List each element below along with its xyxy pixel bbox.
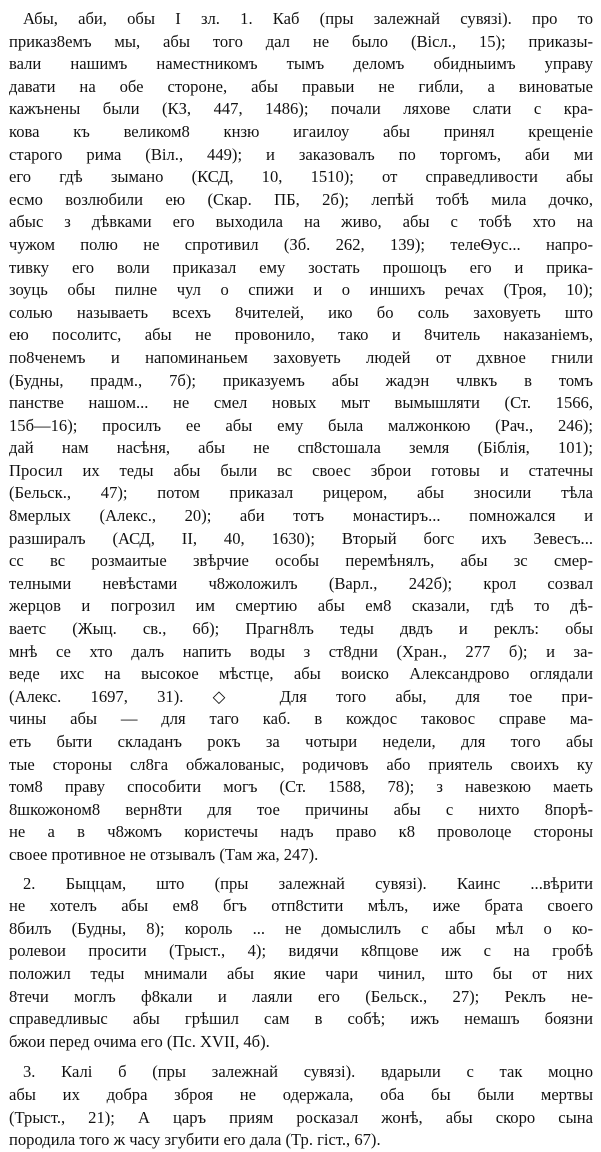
text-line: еть быти складанъ рокъ за чотыри недели, для того абы <box>9 732 593 751</box>
text-line: 15б—16); просилъ ее абы ему была малжонкою (Рач., 246); <box>9 415 593 435</box>
text-line: тивку его воли приказал ему зостать прошоцъ его и прика- <box>9 257 593 277</box>
sense-1 <box>9 8 593 867</box>
text-line: не хотелъ абы ем8 бгъ отп8стити мѣлъ, иже брата своего <box>9 896 593 916</box>
text-line: приказ8емъ мы, абы того дал не было (Вісл., 15); приказы- <box>9 31 593 51</box>
text-line: разширалъ (АСД, II, 40, 1630); Вторый богс ихъ Зевесъ... <box>9 528 593 548</box>
text-line: кажънены были (КЗ, 447, 1486); почали ляхове слати с кра- <box>9 99 593 119</box>
text-line: телными невѣстами ч8жоложилъ (Варл., 242б); крол созвал <box>9 573 593 593</box>
text-line: веде ихс на высокое мѣстце, абы воиско Александрово оглядали <box>9 664 593 684</box>
text-line: жерцов и погрозил им смертию абы ем8 сказали, гдѣ то дѣ- <box>9 596 593 616</box>
text-line: Абы, аби, обы I зл. 1. Каб (пры залежнай сувязі). про то <box>23 9 593 28</box>
text-line: ролевои просити (Трыст., 4); видячи к8пцове иж с на гробѣ <box>9 941 593 961</box>
text-line: дай нам насѣня, абы не сп8стошала земля (Біблія, 101); <box>9 438 593 458</box>
sense-2 <box>9 873 593 1054</box>
sense-3 <box>9 1061 593 1151</box>
text-line: (Трыст., 21); А царъ приям росказал жонѣ, абы скоро сына <box>9 1107 593 1127</box>
text-line: ваетс (Жыц. св., 6б); Прагн8лъ теды двдъ и реклъ: обы <box>9 619 593 639</box>
text-line: Просил их теды абы были вс своес зброи готовы и статечны <box>9 460 593 480</box>
text-line: чины абы — для таго каб. в кождос таковос справе ма- <box>9 709 593 729</box>
text-line: породила того ж часу згубити его дала (Тр. гіст., 67). <box>9 1130 381 1150</box>
text-line: (Бельск., 47); потом приказал рицером, абы зносили тѣла <box>9 483 593 503</box>
text-line: зоуць обы пилне чул о спижи и о иншихъ речах (Троя, 10); <box>9 280 593 300</box>
text-line: справедливыс абы грѣшил сам в собѣ; ижъ немашъ боязни <box>9 1009 593 1029</box>
text-line: абыс з дѣвками его выходила на живо, абы с тобѣ хто на <box>9 212 593 232</box>
text-line: (Алекс. 1697, 31). ◇ Для того абы, для тое при- <box>9 686 593 706</box>
text-line: 8мерлых (Алекс., 20); аби тотъ монастиръ... помножался и <box>9 506 593 526</box>
text-line: положил теды мнимали абы якие чари чинил, што бы от них <box>9 963 593 983</box>
text-line: давати на обе стороне, абы правыи не гибли, а виноватые <box>9 76 593 96</box>
text-line: 8билъ (Будны, 8); король ... не домыслилъ с абы мѣл о ко- <box>9 918 593 938</box>
text-line: чужом полю не спротивил (Зб. 262, 139); телеѲус... напро- <box>9 234 593 254</box>
text-line: есмо возлюбили ею (Скар. ПБ, 2б); лепѣй тобѣ мила дочко, <box>9 189 593 209</box>
text-line: старого рима (Віл., 449); и заказовалъ по торгомъ, аби ми <box>9 144 593 164</box>
text-line: кова къ великом8 кнзю игаилоу абы принял крещеніе <box>9 121 593 141</box>
text-line: вали нашимъ наместникомъ тымъ деломъ обидныимъ управу <box>9 54 593 74</box>
text-line: бжои перед очима его (Пс. XVII, 4б). <box>9 1031 270 1051</box>
text-line: (Будны, прадм., 7б); приказуемъ абы жадэн члвкъ в томъ <box>9 370 593 390</box>
text-line: своее противное не отзывалъ (Там жа, 247). <box>9 844 319 864</box>
text-line: панстве нашом... не смел новых мыт вымышляти (Ст. 1566, <box>9 393 593 413</box>
text-line: солью называеть всехъ 8чителей, ико бо соль заховуеть што <box>9 302 593 322</box>
text-line: не а в ч8жомъ користечы надъ право к8 проволоце стороны <box>9 822 593 842</box>
text-line: 2. Быццам, што (пры залежнай сувязі). Каинс ...вѣрити <box>23 873 593 893</box>
text-line: ею посолитс, абы не провонило, тако и 8читель наказаніемъ, <box>9 325 593 345</box>
text-line: мнѣ се хто далъ напить воды з ст8дни (Хран., 277 б); и за- <box>9 641 593 661</box>
text-line: сс вс розмаитые звѣрчие особы перемѣнялъ, абы зс смер- <box>9 551 593 571</box>
text-line: том8 праву способити могъ (Ст. 1588, 78); з навезкою маеть <box>9 777 593 797</box>
text-line: его гдѣ зымано (КСД, 10, 1510); от справедливости абы <box>9 167 593 187</box>
text-line: 3. Калі б (пры залежнай сувязі). вдарыли с так моцно <box>23 1062 593 1082</box>
text-line: тые стороны сл8га обжалованыс, родичовъ або приятель своихъ ку <box>9 754 593 774</box>
dictionary-entry-aby <box>9 8 593 1152</box>
text-line: по8ченемъ и напоминаньем заховуеть людей от дхвное гнили <box>9 347 593 367</box>
text-line: 8течи моглъ ф8кали и лаяли его (Бельск., 27); Реклъ не- <box>9 986 593 1006</box>
text-line: абы их добра зброя не одержала, оба бы были мертвы <box>9 1084 593 1104</box>
text-line: 8шкожоном8 верн8ти для тое причины абы с нихто 8порѣ- <box>9 799 593 819</box>
